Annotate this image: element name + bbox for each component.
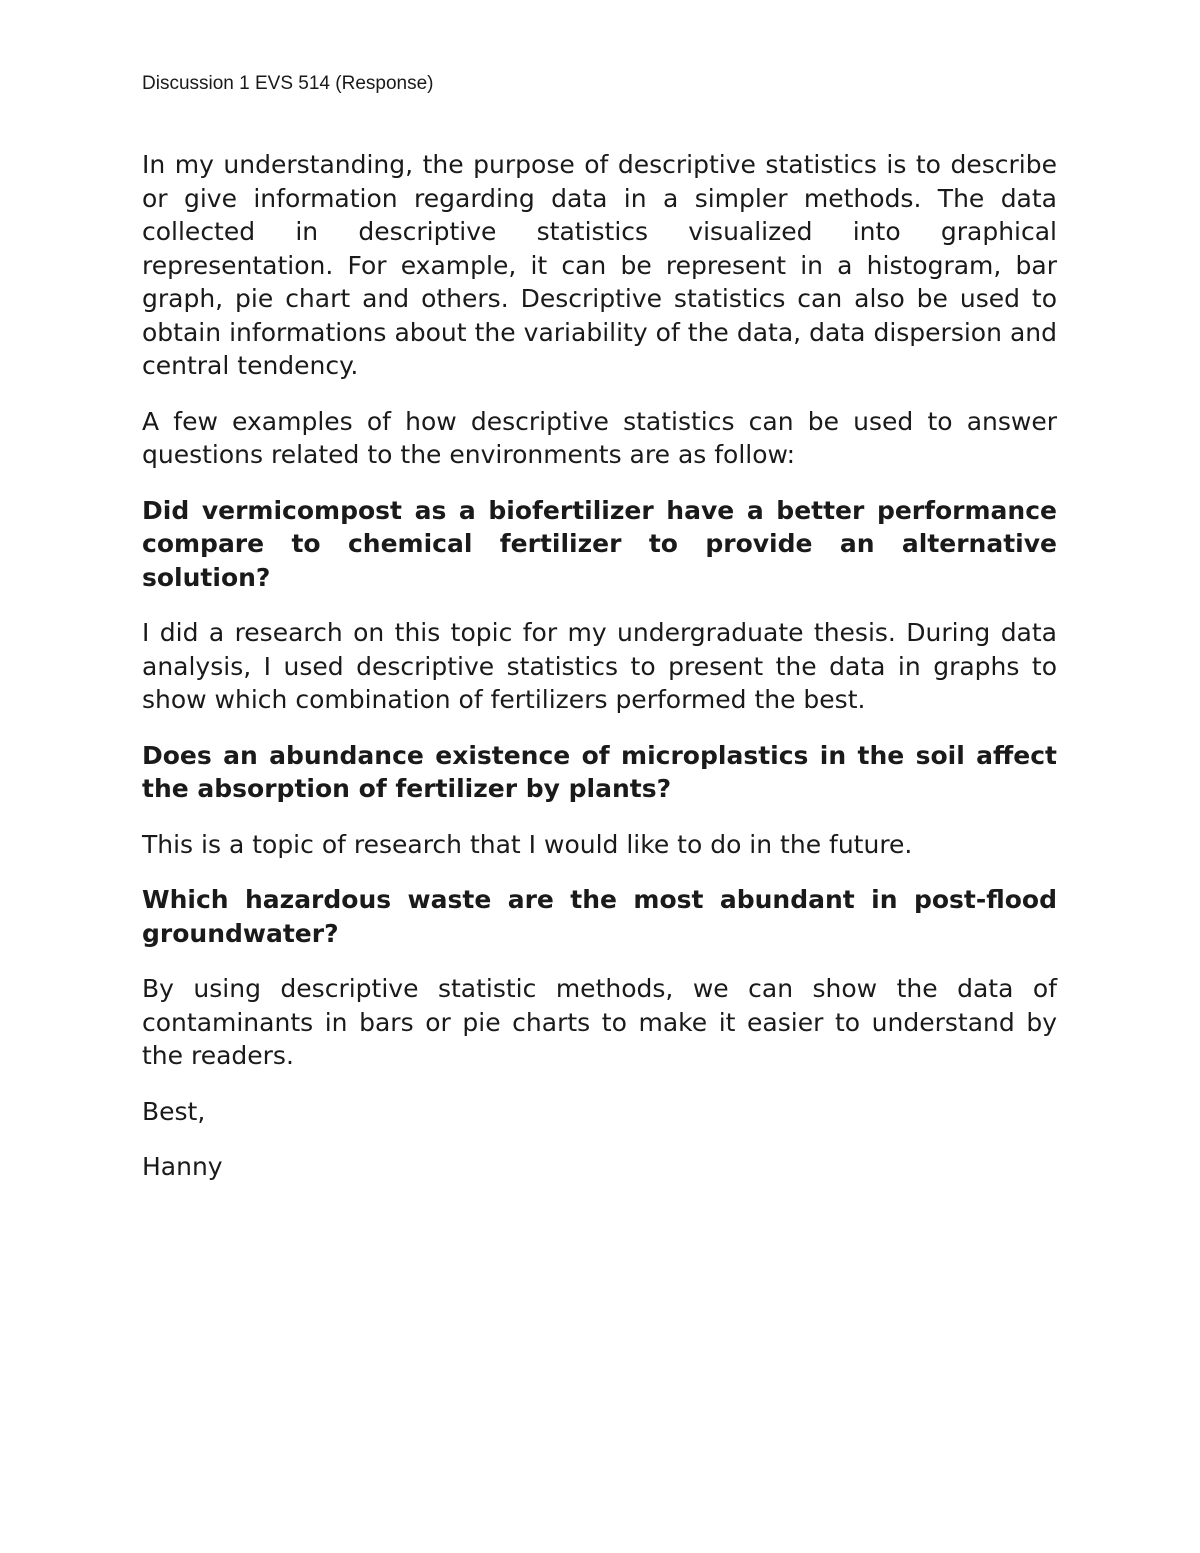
- question-2-heading: Does an abundance existence of microplastics in the soil affect the absorption of fertilizer by plants?: [142, 740, 1057, 803]
- question-3-heading: Which hazardous waste are the most abundant in post-flood groundwater?: [142, 885, 1057, 948]
- document-header: Discussion 1 EVS 514 (Response): [142, 73, 434, 94]
- closing-line: Best,: [142, 1096, 206, 1126]
- question-1-answer: I did a research on this topic for my undergraduate thesis. During data analysis, I used descriptive statistics to present the data in graphs to show which combination of fertilizers performed the best.: [142, 618, 1057, 714]
- document-body: [142, 148, 1057, 1206]
- intro-paragraph: In my understanding, the purpose of descriptive statistics is to describe or give information regarding data in a simpler methods. The data collected in descriptive statistics visualized into graphical representation. For example, it can be represent in a histogram, bar graph, pie chart and others. Descriptive statistics can also be used to obtain informations about the variability of the data, data dispersion and central tendency.: [142, 150, 1057, 380]
- question-1-heading: Did vermicompost as a biofertilizer have a better performance compare to chemical fertilizer to provide an alternative solution?: [142, 495, 1057, 592]
- signature-line: Hanny: [142, 1152, 223, 1181]
- question-2-answer: This is a topic of research that I would like to do in the future.: [142, 829, 913, 859]
- examples-intro-paragraph: A few examples of how descriptive statistics can be used to answer questions related to the environments are as follow:: [142, 406, 1057, 469]
- question-3-answer: By using descriptive statistic methods, we can show the data of contaminants in bars or pie charts to make it easier to understand by the readers.: [142, 974, 1057, 1070]
